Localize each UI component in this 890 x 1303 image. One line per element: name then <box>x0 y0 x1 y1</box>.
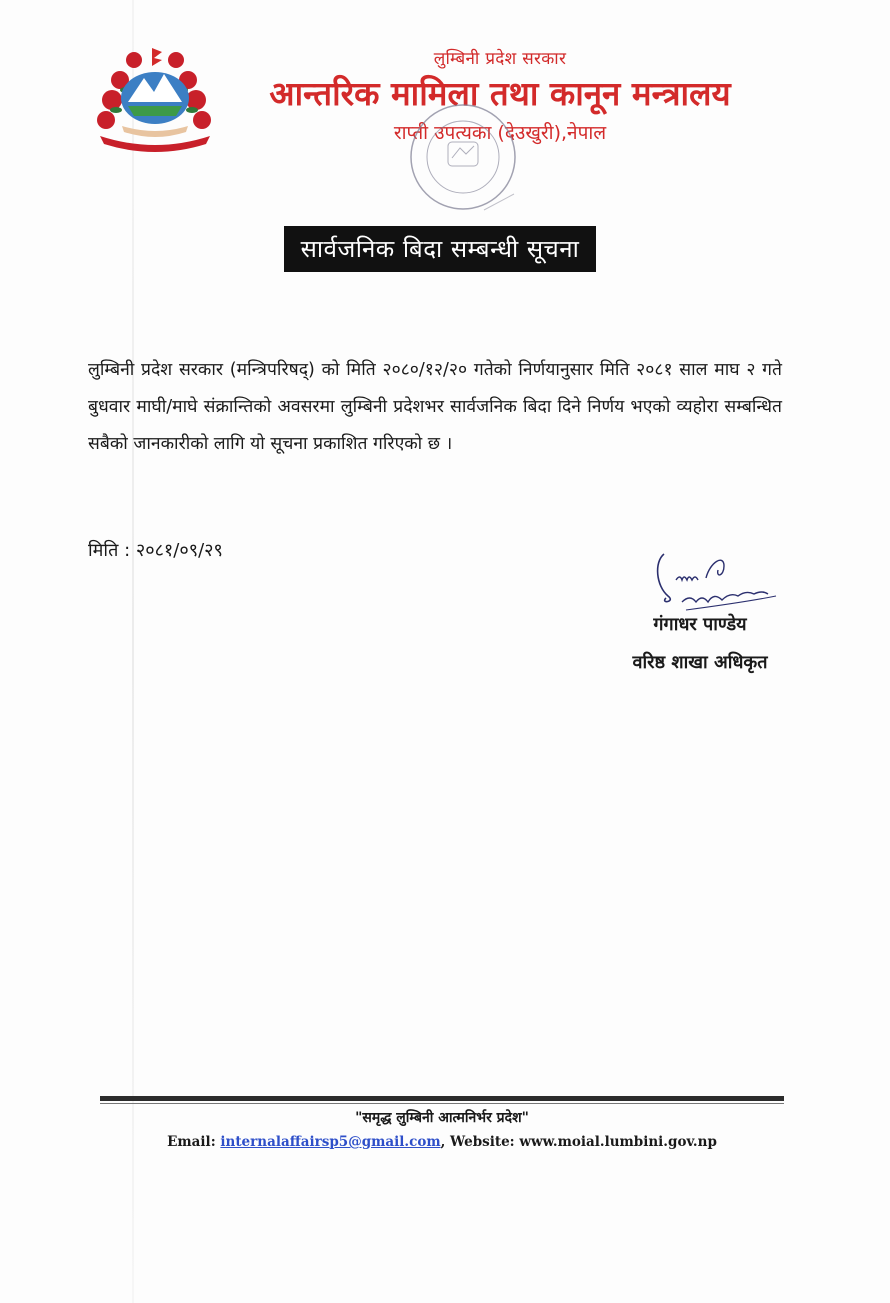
ministry-address: राप्ती उपत्यका (देउखुरी),नेपाल <box>393 122 607 144</box>
footer-divider <box>100 1096 784 1101</box>
signatory-block <box>590 612 810 674</box>
website-text: , Website: www.moial.lumbini.gov.np <box>440 1134 717 1150</box>
signatory-title: वरिष्ठ शाखा अधिकृत <box>632 652 768 673</box>
signature-icon <box>646 540 786 618</box>
notice-date: मिति : २०८१/०९/२९ <box>88 540 223 561</box>
footer-slogan: "समृद्ध लुम्बिनी आत्मनिर्भर प्रदेश" <box>355 1110 529 1126</box>
notice-body: लुम्बिनी प्रदेश सरकार (मन्त्रिपरिषद्) को मिति २०८०/१२/२० गतेको निर्णयानुसार मिति २०८१ साल माघ २ गते बुधवार माघी/माघे संक्रान्तिको अवसरमा लुम्बिनी प्रदेशभर सार्वजनिक बिदा दिने निर्णय भएको व्यहोरा सम्बन्धित सबैको जानकारीको लागि यो सूचना प्रकाशित गरिएको छ । <box>88 360 782 454</box>
notice-title: सार्वजनिक बिदा सम्बन्धी सूचना <box>284 226 596 272</box>
nepal-emblem-icon <box>92 40 218 152</box>
footer-divider-thin <box>100 1103 784 1104</box>
ministry-stamp-icon <box>404 98 522 216</box>
email-link[interactable]: internalaffairsp5@gmail.com <box>220 1134 441 1150</box>
signatory-name: गंगाधर पाण्डेय <box>653 614 747 635</box>
government-name: लुम्बिनी प्रदेश सरकार <box>433 49 567 69</box>
email-label: Email: <box>167 1134 221 1150</box>
footer-contact <box>100 1134 784 1150</box>
ministry-name: आन्तरिक मामिला तथा कानून मन्त्रालय <box>269 74 731 113</box>
